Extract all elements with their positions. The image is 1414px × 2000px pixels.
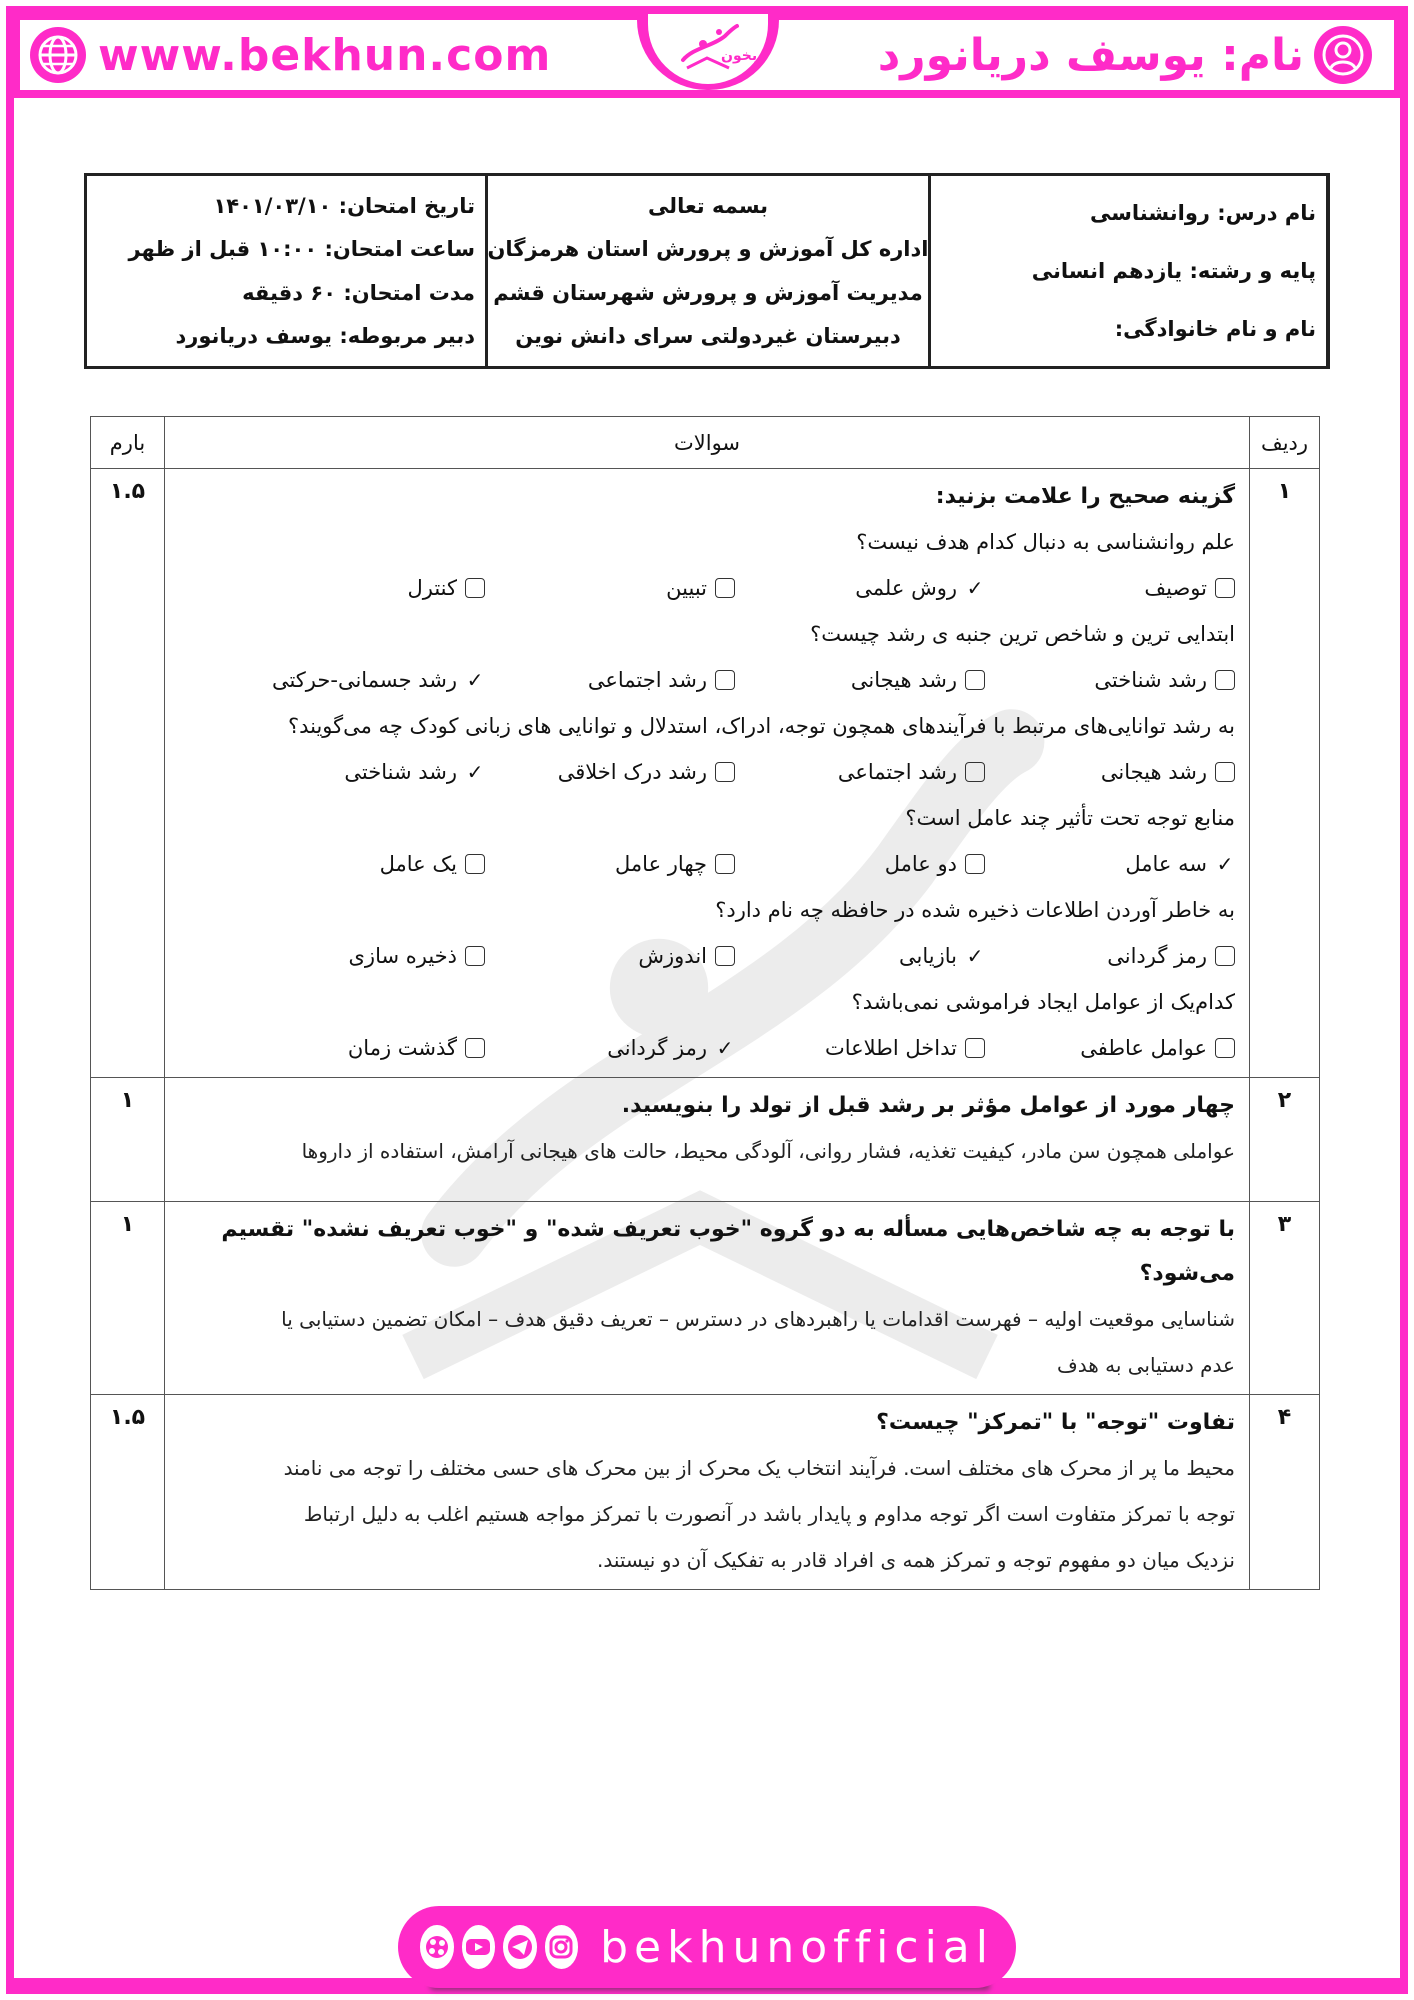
mc-option-label: چهار عامل — [615, 852, 707, 876]
checkbox-icon[interactable] — [715, 578, 735, 598]
aparat-icon[interactable] — [420, 1925, 454, 1969]
grade-field: پایه و رشته: یازدهم انسانی — [1031, 259, 1316, 283]
header-radif: ردیف — [1250, 417, 1320, 469]
mc-question: علم روانشناسی به دنبال کدام هدف نیست؟ — [856, 530, 1235, 554]
mc-option[interactable] — [235, 1036, 485, 1060]
answer-line: شناسایی موقعیت اولیه – فهرست اقدامات یا راهبردهای در دسترس – تعریف دقیق هدف – امکان تضمین دستیابی یا — [281, 1307, 1235, 1331]
mc-option[interactable] — [735, 668, 985, 692]
checkmark-icon[interactable]: ✓ — [966, 576, 984, 600]
mc-option[interactable] — [235, 668, 485, 692]
question-score: ۱.۵ — [109, 479, 146, 504]
mc-option[interactable] — [985, 760, 1235, 784]
answer-line: نزدیک میان دو مفهوم توجه و تمرکز همه ی افراد قادر به تفکیک آن دو نیستند. — [596, 1548, 1235, 1572]
mc-option[interactable] — [235, 852, 485, 876]
instagram-icon[interactable] — [545, 1925, 579, 1969]
youtube-icon[interactable] — [462, 1925, 496, 1969]
checkmark-icon[interactable]: ✓ — [466, 668, 484, 692]
department-1: اداره کل آموزش و پرورش استان هرمزگان — [487, 237, 929, 262]
mc-option-label: اندوزش — [638, 944, 707, 968]
exam-info-box — [84, 173, 1330, 369]
checkbox-icon[interactable] — [715, 762, 735, 782]
answer-line: توجه با تمرکز متفاوت است اگر توجه مداوم و پایدار باشد در آنصورت با تمرکز مواجه هستیم اغلب به دلیل ارتباط — [303, 1502, 1235, 1526]
mc-question: به رشد توانایی‌های مرتبط با فرآیندهای همچون توجه، ادراک، استدلال و توانایی های زبانی کودک چه می‌گویند؟ — [287, 714, 1235, 738]
mc-options — [175, 565, 1235, 611]
header-name-text: نام: یوسف دریانورد — [877, 29, 1304, 81]
checkmark-icon[interactable]: ✓ — [966, 944, 984, 968]
question-1-title: گزینه صحیح را علامت بزنید: — [935, 484, 1235, 509]
mc-option-label: رشد درک اخلاقی — [557, 760, 707, 784]
mc-option[interactable] — [235, 944, 485, 968]
question-4-title: تفاوت "توجه" با "تمرکز" چیست؟ — [876, 1410, 1235, 1435]
telegram-icon[interactable] — [503, 1925, 537, 1969]
checkbox-icon[interactable] — [1215, 578, 1235, 598]
exam-time: ساعت امتحان: ۱۰:۰۰ قبل از ظهر — [128, 237, 475, 262]
mc-option-label: توصیف — [1144, 576, 1207, 600]
question-2-answer: عواملی همچون سن مادر، کیفیت تغذیه، فشار روانی، آلودگی محیط، حالت های هیجانی آرامش، استفاده از داروها — [301, 1139, 1235, 1163]
mc-option[interactable] — [735, 944, 985, 968]
mc-option-label: تبیین — [666, 576, 707, 600]
checkbox-icon[interactable] — [965, 670, 985, 690]
exam-duration: مدت امتحان: ۶۰ دقیقه — [242, 280, 475, 305]
exam-date: تاریخ امتحان: ۱۴۰۱/۰۳/۱۰ — [213, 193, 475, 218]
checkbox-icon[interactable] — [715, 854, 735, 874]
mc-option[interactable] — [735, 760, 985, 784]
mc-option-label: تداخل اطلاعات — [824, 1036, 957, 1060]
checkbox-icon[interactable] — [715, 946, 735, 966]
question-row-2 — [91, 1078, 1320, 1202]
header-barom: بارم — [91, 417, 165, 469]
question-2-body — [165, 1078, 1250, 1202]
question-2-title: چهار مورد از عوامل مؤثر بر رشد قبل از تولد را بنویسید. — [621, 1093, 1235, 1118]
mc-option-label: رمز گردانی — [607, 1036, 707, 1060]
checkmark-icon[interactable]: ✓ — [716, 1036, 734, 1060]
student-name-field: نام و نام خانوادگی: — [1114, 317, 1316, 341]
mc-question: کدام‌یک از عوامل ایجاد فراموشی نمی‌باشد؟ — [851, 990, 1235, 1014]
question-3-title: با توجه به چه شاخص‌هایی مسأله به دو گروه "خوب تعریف شده" و "خوب تعریف نشده" تقسیم می‌شود؟ — [221, 1217, 1235, 1286]
answer-line: عدم دستیابی به هدف — [1056, 1353, 1235, 1377]
mc-options — [175, 933, 1235, 979]
mc-option-label: دو عامل — [884, 852, 957, 876]
svg-text:بخون: بخون — [721, 48, 758, 64]
multiple-choice-list — [175, 519, 1235, 1071]
mc-option-label: رشد جسمانی-حرکتی — [271, 668, 457, 692]
mc-question: ابتدایی ترین و شاخص ترین جنبه ی رشد چیست؟ — [810, 622, 1235, 646]
questions-table — [90, 416, 1320, 1590]
question-1-body — [165, 469, 1250, 1078]
mc-option-label: رشد اجتماعی — [837, 760, 957, 784]
checkbox-icon[interactable] — [465, 578, 485, 598]
question-row-1 — [91, 469, 1320, 1078]
question-number: ۳ — [1277, 1212, 1292, 1237]
mc-option[interactable] — [735, 1036, 985, 1060]
answer-line: محیط ما پر از محرک های مختلف است. فرآیند انتخاب یک محرک از بین محرک های حسی مختلف را توجه می نامند — [283, 1456, 1235, 1480]
question-4-body — [165, 1395, 1250, 1590]
mc-option-label: عوامل عاطفی — [1080, 1036, 1207, 1060]
checkbox-icon[interactable] — [1215, 670, 1235, 690]
mc-option-label: بازیابی — [899, 944, 957, 968]
checkbox-icon[interactable] — [965, 854, 985, 874]
mc-option[interactable] — [485, 760, 735, 784]
mc-option-label: روش علمی — [855, 576, 957, 600]
mc-option-label: گذشت زمان — [347, 1036, 457, 1060]
social-pill[interactable] — [398, 1906, 1016, 1988]
question-score: ۱.۵ — [109, 1405, 146, 1430]
checkbox-icon[interactable] — [1215, 762, 1235, 782]
mc-question: به خاطر آوردن اطلاعات ذخیره شده در حافظه چه نام دارد؟ — [715, 898, 1235, 922]
checkbox-icon[interactable] — [1215, 946, 1235, 966]
mc-option[interactable] — [985, 1036, 1235, 1060]
department-2: مدیریت آموزش و پرورش شهرستان قشم — [493, 280, 923, 305]
mc-options — [175, 657, 1235, 703]
mc-option-label: رشد اجتماعی — [587, 668, 707, 692]
mc-option[interactable] — [485, 668, 735, 692]
mc-option-label: رشد هیجانی — [1100, 760, 1207, 784]
mc-option[interactable] — [235, 760, 485, 784]
mc-option[interactable] — [985, 668, 1235, 692]
mc-option[interactable] — [485, 576, 735, 600]
mc-options — [175, 841, 1235, 887]
mc-option-label: رمز گردانی — [1107, 944, 1207, 968]
mc-option[interactable] — [985, 852, 1235, 876]
mc-option-label: رشد شناختی — [1094, 668, 1207, 692]
mc-option-label: ذخیره سازی — [348, 944, 457, 968]
mc-options — [175, 749, 1235, 795]
checkbox-icon[interactable] — [465, 946, 485, 966]
question-row-3 — [91, 1202, 1320, 1395]
info-school-column — [485, 176, 928, 366]
mc-option[interactable] — [485, 1036, 735, 1060]
mc-option-label: رشد شناختی — [344, 760, 457, 784]
mc-options — [175, 1025, 1235, 1071]
mc-option[interactable] — [235, 576, 485, 600]
question-score: ۱ — [120, 1212, 135, 1237]
checkbox-icon[interactable] — [965, 762, 985, 782]
question-score: ۱ — [120, 1088, 135, 1113]
mc-question: منابع توجه تحت تأثیر چند عامل است؟ — [905, 806, 1235, 830]
mc-option[interactable] — [985, 944, 1235, 968]
checkbox-icon[interactable] — [1215, 1038, 1235, 1058]
teacher-name: دبیر مربوطه: یوسف دریانورد — [175, 324, 475, 349]
mc-option[interactable] — [485, 852, 735, 876]
checkbox-icon[interactable] — [465, 854, 485, 874]
mc-option[interactable] — [985, 576, 1235, 600]
checkbox-icon[interactable] — [965, 1038, 985, 1058]
mc-option-label: رشد هیجانی — [850, 668, 957, 692]
question-number: ۱ — [1277, 479, 1292, 504]
mc-option-label: یک عامل — [379, 852, 457, 876]
checkbox-icon[interactable] — [715, 670, 735, 690]
mc-option-label: سه عامل — [1125, 852, 1207, 876]
mc-option-label: کنترل — [407, 576, 457, 600]
mc-option[interactable] — [735, 852, 985, 876]
basmala: بسمه تعالی — [647, 193, 769, 218]
mc-option[interactable] — [485, 944, 735, 968]
question-3-body — [165, 1202, 1250, 1395]
info-exam-column — [87, 176, 485, 366]
social-handle: bekhunofficial — [600, 1921, 994, 1973]
question-row-4 — [91, 1395, 1320, 1590]
question-number: ۴ — [1277, 1405, 1292, 1430]
info-student-column — [928, 176, 1326, 366]
table-header-row — [91, 417, 1320, 469]
website-text: www.bekhun.com — [98, 29, 552, 81]
checkbox-icon[interactable] — [465, 1038, 485, 1058]
checkmark-icon[interactable]: ✓ — [466, 760, 484, 784]
question-number: ۲ — [1277, 1088, 1292, 1113]
mc-option[interactable] — [735, 576, 985, 600]
checkmark-icon[interactable]: ✓ — [1216, 852, 1234, 876]
course-name: نام درس: روانشناسی — [1090, 201, 1316, 225]
header-questions: سوالات — [165, 417, 1250, 469]
school-name: دبیرستان غیردولتی سرای دانش نوین — [515, 324, 901, 349]
